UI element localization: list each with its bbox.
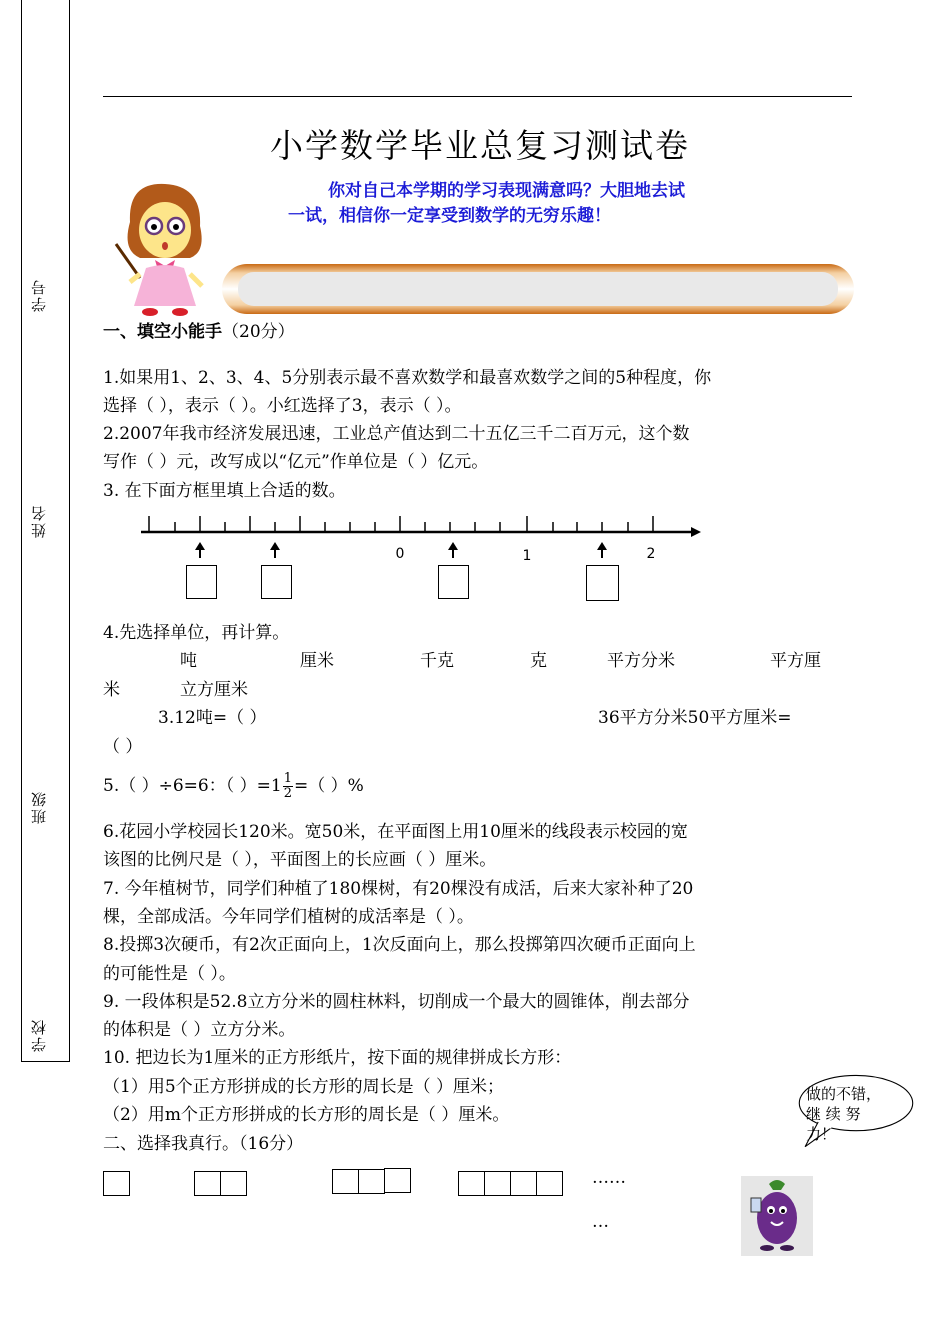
unit-cm: 厘米: [300, 651, 334, 671]
unit-sq-cm: 平方厘: [770, 651, 821, 671]
q5-part-1: 5.（ ）÷6=6：（ ）=1: [103, 776, 282, 796]
tick-label-0: 0: [395, 546, 405, 562]
unit-sq-dm: 平方分米: [607, 651, 675, 671]
section-2-heading: 二、选择我真行。（16分）: [103, 1134, 304, 1154]
answer-box-4[interactable]: [586, 565, 619, 601]
pattern-square-3b: [358, 1169, 385, 1194]
q10-sub-2: （2）用m个正方形拼成的长方形的周长是（ ）厘米。: [103, 1105, 510, 1125]
q6-line-1: 6.花园小学校园长120米。宽50米，在平面图上用10厘米的线段表示校园的宽: [103, 822, 688, 842]
intro-line-1: 你对自己本学期的学习表现满意吗？大胆地去试: [328, 181, 685, 201]
pattern-square-2b: [220, 1171, 247, 1196]
q8-line-2: 的可能性是（ ）。: [103, 964, 236, 984]
bubble-line-3: 力！: [806, 1125, 837, 1143]
q4-calc-2-answer: （ ）: [103, 737, 143, 757]
eggplant-character: [741, 1176, 813, 1256]
fraction-denominator: 2: [283, 786, 292, 801]
unit-cubic-cm: 立方厘米: [180, 680, 248, 700]
class-label: 班级: [30, 790, 48, 824]
tick-label-2: 2: [646, 546, 656, 562]
q9-line-1: 9. 一段体积是52.8立方分米的圆柱林料，切削成一个最大的圆锥体，削去部分: [103, 992, 690, 1012]
unit-g: 克: [530, 651, 547, 671]
name-banner: [222, 264, 854, 314]
intro-line-2: 一试，相信你一定享受到数学的无穷乐趣！: [288, 206, 611, 226]
ellipsis-1: ……: [592, 1168, 626, 1188]
q3-text: 3. 在下面方框里填上合适的数。: [103, 481, 346, 501]
q7-line-2: 棵，全部成活。今年同学们植树的成活率是（ ）。: [103, 907, 474, 927]
q10-sub-1: （1）用5个正方形拼成的长方形的周长是（ ）厘米；: [103, 1077, 505, 1097]
q10-line-1: 10. 把边长为1厘米的正方形纸片，按下面的规律拼成长方形：: [103, 1048, 572, 1068]
q5-part-2: =（ ）%: [294, 776, 364, 796]
bubble-line-1: 做的不错，: [806, 1085, 882, 1103]
q2-line-2: 写作（ ）元，改写成以“亿元”作单位是（ ）亿元。: [103, 452, 489, 472]
section-1-heading: [103, 318, 295, 346]
q6-line-2: 该图的比例尺是（ ），平面图上的长应画（ ）厘米。: [103, 850, 497, 870]
ellipsis-2: …: [592, 1212, 609, 1232]
q5-fraction: [283, 772, 293, 801]
number-line: [135, 508, 705, 608]
teacher-girl-illustration: [110, 182, 216, 318]
page-title: 小学数学毕业总复习测试卷: [270, 126, 690, 165]
section-1-title: 一、填空小能手: [103, 322, 222, 342]
arrow-marker-1: [195, 542, 205, 558]
pattern-square-1: [103, 1171, 130, 1196]
name-label: 姓名: [30, 504, 48, 538]
q1-line-1: 1.如果用1、2、3、4、5分别表示最不喜欢数学和最喜欢数学之间的5种程度，你: [103, 368, 712, 388]
pattern-square-4d: [536, 1171, 563, 1196]
answer-box-1[interactable]: [186, 565, 217, 599]
school-label: 学校: [30, 1018, 48, 1052]
q5: [103, 770, 364, 802]
unit-ton: 吨: [180, 651, 197, 671]
q9-line-2: 的体积是（ ）立方分米。: [103, 1020, 296, 1040]
unit-kg: 千克: [420, 651, 454, 671]
q4-text: 4.先选择单位，再计算。: [103, 623, 290, 643]
pattern-square-4a: [458, 1171, 485, 1196]
header-rule: [103, 96, 852, 97]
answer-box-3[interactable]: [438, 565, 469, 599]
bubble-text: [806, 1084, 916, 1144]
unit-sq-cm-cont: 米: [103, 680, 120, 700]
pattern-square-4c: [510, 1171, 537, 1196]
arrow-marker-4: [597, 542, 607, 558]
q4-calc-2: 36平方分米50平方厘米=: [598, 708, 792, 728]
q1-line-2: 选择（ ），表示（ ）。小红选择了3，表示（ ）。: [103, 396, 462, 416]
bubble-line-2: 继 续 努: [806, 1105, 861, 1123]
q7-line-1: 7. 今年植树节，同学们种植了180棵树，有20棵没有成活，后来大家补种了20: [103, 879, 694, 899]
pattern-square-3c: [384, 1168, 411, 1193]
tick-label-1: 1: [522, 548, 532, 564]
answer-box-2[interactable]: [261, 565, 292, 599]
q2-line-1: 2.2007年我市经济发展迅速，工业总产值达到二十五亿三千二百万元，这个数: [103, 424, 690, 444]
student-id-label: 学号: [30, 278, 48, 312]
pattern-square-3a: [332, 1169, 359, 1194]
pattern-square-2a: [194, 1171, 221, 1196]
fraction-numerator: 1: [283, 771, 292, 786]
pattern-square-4b: [484, 1171, 511, 1196]
q4-calc-1: 3.12吨=（ ）: [158, 708, 267, 728]
arrow-marker-2: [270, 542, 280, 558]
section-1-score: （20分）: [222, 322, 295, 342]
q8-line-1: 8.投掷3次硬币，有2次正面向上，1次反面向上，那么投掷第四次硬币正面向上: [103, 935, 696, 955]
arrow-marker-3: [448, 542, 458, 558]
